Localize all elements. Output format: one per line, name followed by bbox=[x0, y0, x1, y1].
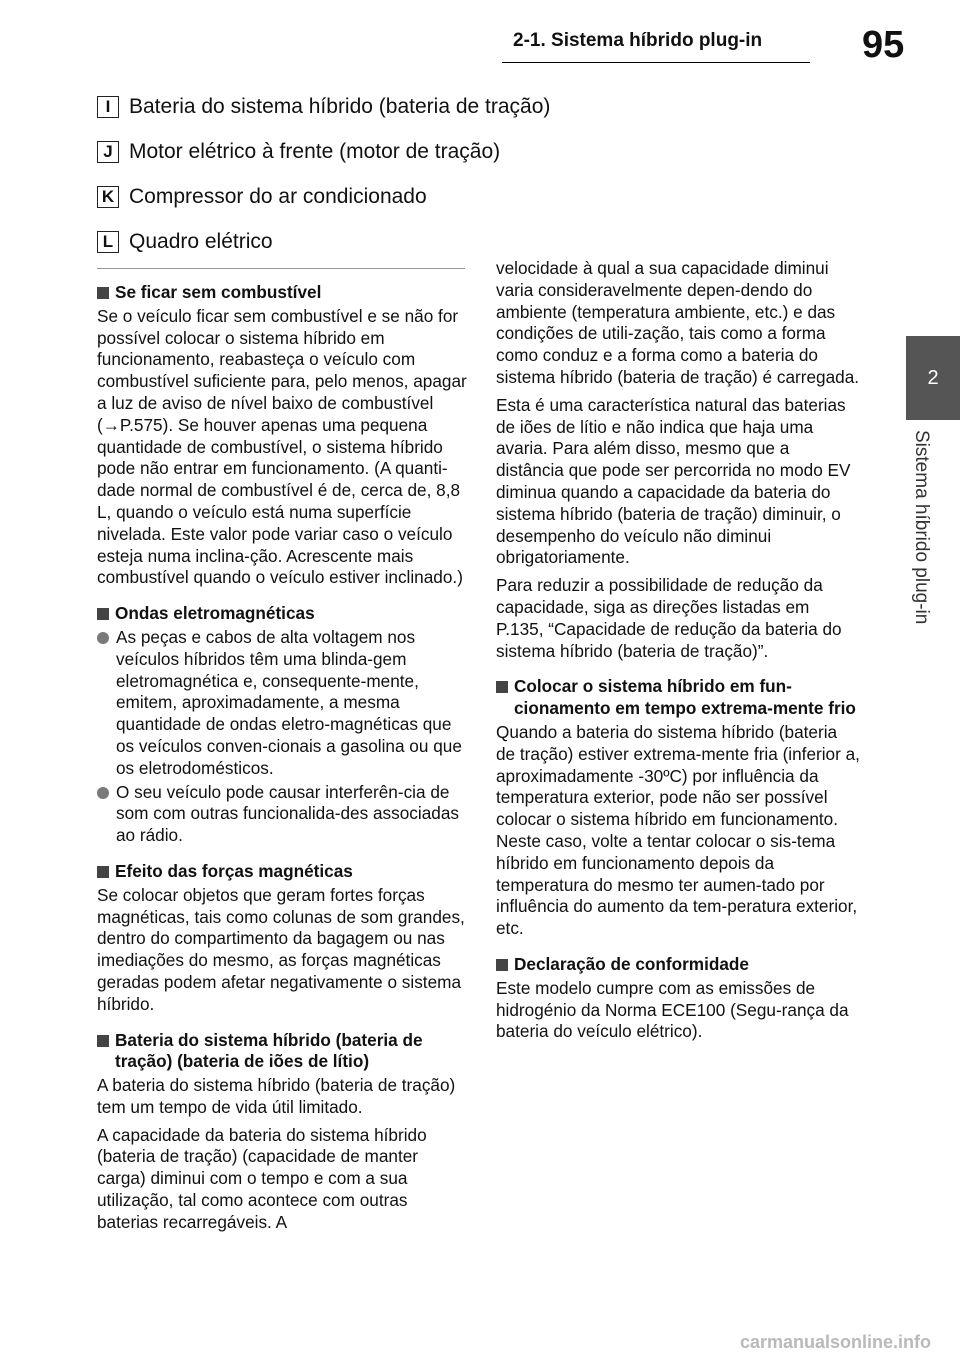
section-title: Colocar o sistema híbrido em fun-cionamento em tempo extrema-mente frio bbox=[514, 676, 856, 719]
header-rule bbox=[502, 62, 810, 63]
chapter-tab bbox=[906, 336, 960, 420]
paragraph: Se o veículo ficar sem combustível e se não for possível colocar o sistema híbrido em funcionamento, reabasteça o veículo com combustível suficiente para, pelo menos, apagar a luz de aviso de nível baixo de combustível (→P.575). Se houver apenas uma pequena quantidade de combustível, o sistema híbrido pode não entrar em funcionamento. (A quanti-dade normal de combustível é de, cerca de, 8,8 L, quando o veículo está numa superfície nivelada. Este valor pode variar caso o veículo esteja numa inclina-ção. Acrescente mais combustível quando o veículo estiver inclinado.) bbox=[97, 305, 467, 588]
paragraph: Esta é uma característica natural das baterias de iões de lítio e não indica que haja uma avaria. Para além disso, mesmo que a distância que pode ser percorrida no modo EV diminua quando a capacidade da bateria do sistema híbrido (bateria de tração) diminuir, o desempenho do veículo não diminui obrigatoriamente. bbox=[496, 394, 851, 568]
left-column bbox=[97, 276, 469, 1234]
section-title: Efeito das forças magnéticas bbox=[115, 860, 353, 881]
legend-text: Motor elétrico à frente (motor de tração) bbox=[129, 139, 501, 163]
paragraph: A bateria do sistema híbrido (bateria de tração) tem um tempo de vida útil limitado. bbox=[97, 1075, 456, 1117]
legend-key: L bbox=[97, 231, 119, 253]
legend-key: K bbox=[97, 186, 119, 208]
section-heading bbox=[496, 676, 860, 720]
circle-bullet-icon bbox=[97, 632, 109, 644]
watermark: carmanualsonline.info bbox=[740, 1332, 932, 1352]
legend-item bbox=[97, 174, 550, 219]
section-title: Ondas eletromagnéticas bbox=[115, 603, 315, 624]
section-heading bbox=[97, 282, 469, 304]
square-bullet-icon bbox=[496, 681, 508, 693]
square-bullet-icon bbox=[97, 1035, 109, 1047]
section-heading bbox=[97, 603, 469, 625]
legend-item bbox=[97, 84, 550, 129]
paragraph: Quando a bateria do sistema híbrido (bateria de tração) estiver extrema-mente fria (inferior a, aproximadamente -30ºC) por influência da temperatura exterior, pode não ser possível colocar o sistema híbrido em funcionamento. Neste caso, volte a tentar colocar o sis-tema híbrido em funcionamento depois da temperatura do mesmo ter aumen-tado por influência do aumento da tem-peratura exterior, etc. bbox=[496, 721, 860, 939]
right-column bbox=[496, 256, 860, 1043]
bullet-text: O seu veículo pode causar interferên-cia de som com outras funcionalida-des associadas ao rádio. bbox=[116, 781, 459, 846]
legend-item bbox=[97, 129, 550, 174]
legend-text: Compressor do ar condicionado bbox=[129, 184, 427, 208]
section-heading bbox=[97, 1030, 469, 1074]
paragraph: Este modelo cumpre com as emissões de hidrogénio da Norma ECE100 (Segu-rança da bateria do veículo elétrico). bbox=[496, 977, 849, 1042]
legend-text: Quadro elétrico bbox=[129, 229, 273, 253]
legend-text: Bateria do sistema híbrido (bateria de tração) bbox=[129, 94, 551, 118]
section-divider bbox=[97, 268, 465, 269]
chapter-label-text: Sistema híbrido plug-in bbox=[911, 430, 932, 625]
square-bullet-icon bbox=[97, 287, 109, 299]
section-header-title: 2-1. Sistema híbrido plug-in bbox=[513, 30, 763, 51]
section-heading bbox=[97, 861, 469, 883]
legend-item bbox=[97, 219, 550, 264]
bullet-item bbox=[97, 627, 469, 780]
paragraph: velocidade à qual a sua capacidade diminui varia consideravelmente depen-dendo do ambiente (temperatura ambiente, etc.) e das condições de utili-zação, tais como a forma como conduz e a forma como a bateria do sistema híbrido (bateria de tração) é carregada. bbox=[496, 258, 860, 387]
paragraph: A capacidade da bateria do sistema híbrido (bateria de tração) (capacidade de manter carga) diminui com o tempo e com a sua utilização, tal como acontece com outras baterias recarregáveis. A bbox=[97, 1124, 427, 1232]
section-title: Declaração de conformidade bbox=[514, 953, 749, 974]
bullet-text: As peças e cabos de alta voltagem nos veículos híbridos têm uma blinda-gem eletromagnética e, consequente-mente, emitem, aproximadamente, a mesma quantidade de ondas eletro-magnéticas que os veículos conven-cionais a gasolina ou que os eletrodomésticos. bbox=[116, 626, 462, 778]
square-bullet-icon bbox=[496, 959, 508, 971]
legend-key: I bbox=[97, 96, 119, 118]
chapter-number: 2 bbox=[927, 366, 939, 389]
paragraph: Se colocar objetos que geram fortes forças magnéticas, tais como colunas de som grandes, dentro do compartimento da bagagem ou nas imediações do mesmo, as forças magnéticas geradas podem afetar negativamente o sistema híbrido. bbox=[97, 884, 465, 1014]
paragraph: Para reduzir a possibilidade de redução da capacidade, siga as direções listadas em P.135, “Capacidade de redução da bateria do sistema híbrido (bateria de tração)”. bbox=[496, 575, 842, 661]
component-legend bbox=[97, 84, 550, 264]
square-bullet-icon bbox=[97, 608, 109, 620]
section-title: Se ficar sem combustível bbox=[115, 282, 322, 302]
chapter-label bbox=[900, 430, 960, 670]
square-bullet-icon bbox=[97, 866, 109, 878]
section-title: Bateria do sistema híbrido (bateria de tração) (bateria de iões de lítio) bbox=[115, 1029, 423, 1072]
legend-key: J bbox=[97, 141, 119, 163]
bullet-item bbox=[97, 782, 469, 847]
page-number: 95 bbox=[862, 24, 905, 66]
circle-bullet-icon bbox=[97, 787, 109, 799]
section-heading bbox=[496, 954, 860, 976]
